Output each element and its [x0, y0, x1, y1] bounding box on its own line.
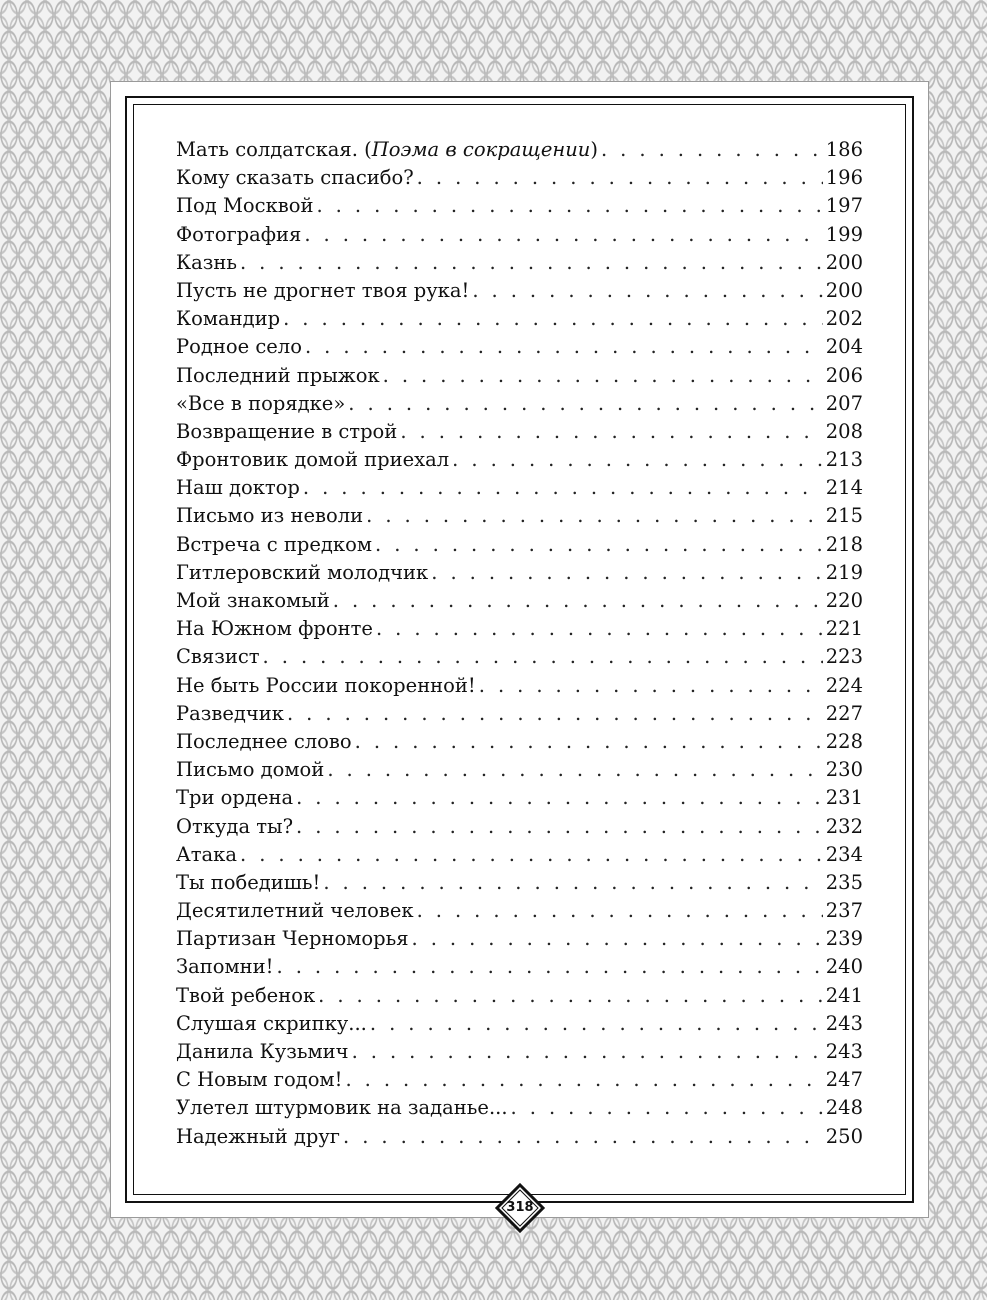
toc-entry-title-text: С Новым годом!: [176, 1068, 343, 1092]
toc-dot-leader: [472, 279, 822, 302]
toc-entry-title: [176, 1096, 508, 1119]
toc-entry: [176, 589, 863, 617]
toc-entry-title: [176, 138, 598, 161]
toc-entry-page: 230: [825, 758, 863, 782]
toc-entry-page: 200: [825, 278, 863, 302]
toc-entry: [176, 617, 863, 645]
toc-entry-title: [176, 307, 280, 330]
toc-entry-title-text: Гитлеровский молодчик: [176, 560, 429, 584]
toc-dot-leader: [296, 786, 823, 809]
toc-entry: [176, 758, 863, 786]
toc-entry-title: [176, 702, 284, 725]
toc-dot-leader: [304, 223, 822, 246]
toc-dot-leader: [263, 645, 823, 668]
toc-entry-title-text: Партизан Черноморья: [176, 927, 409, 951]
toc-entry-page: 197: [825, 194, 863, 218]
toc-entry: [176, 899, 863, 927]
toc-entry: [176, 674, 863, 702]
toc-entry: [176, 984, 863, 1012]
toc-entry-title-text: Возвращение в строй: [176, 419, 398, 443]
toc-dot-leader: [277, 955, 823, 978]
toc-entry-title-text: Последнее слово: [176, 729, 352, 753]
toc-dot-leader: [431, 561, 823, 584]
toc-entry-title-suffix: ): [590, 138, 598, 161]
table-of-contents: [176, 138, 863, 1153]
toc-entry-title: [176, 448, 449, 471]
toc-entry: [176, 1096, 863, 1124]
toc-entry-title-text: Письмо из неволи: [176, 504, 364, 528]
toc-entry-title: [176, 899, 414, 922]
toc-entry-title: [176, 364, 380, 387]
toc-entry-title-text: Откуда ты?: [176, 814, 294, 838]
toc-entry-title-text: Улетел штурмовик на заданье...: [176, 1096, 508, 1120]
toc-entry-title: [176, 223, 301, 246]
toc-entry: [176, 166, 863, 194]
toc-entry-page: 223: [825, 645, 863, 669]
toc-entry-page: 240: [825, 955, 863, 979]
toc-entry-title: [176, 392, 345, 415]
toc-entry-title-text: Наш доктор: [176, 476, 300, 500]
toc-entry-page: 218: [825, 532, 863, 556]
toc-entry-title-text: Фотография: [176, 222, 302, 246]
toc-entry-title-text: Мать солдатская. (: [176, 138, 372, 161]
toc-entry-page: 204: [825, 335, 863, 359]
page-number: 318: [506, 1200, 534, 1215]
toc-entry-title: [176, 1040, 349, 1063]
toc-entry-title-text: Встреча с предком: [176, 532, 373, 556]
toc-entry: [176, 223, 863, 251]
toc-entry-title-text: Слушая скрипку...: [176, 1011, 367, 1035]
toc-entry: [176, 786, 863, 814]
toc-dot-leader: [417, 899, 823, 922]
toc-dot-leader: [400, 420, 822, 443]
toc-entry-title-text: Кому сказать спасибо?: [176, 166, 414, 190]
toc-dot-leader: [370, 1012, 823, 1035]
toc-entry: [176, 1012, 863, 1040]
toc-entry-title: [176, 561, 428, 584]
toc-entry: [176, 504, 863, 532]
toc-entry-title-text: Под Москвой: [176, 194, 314, 218]
toc-entry-page: 248: [825, 1096, 863, 1120]
toc-entry-title-text: Связист: [176, 645, 260, 669]
toc-entry-title-text: Три ордена: [176, 786, 294, 810]
toc-entry-title-text: Казнь: [176, 250, 237, 274]
toc-entry-title-text: Командир: [176, 307, 281, 331]
toc-entry-title-text: Запомни!: [176, 955, 274, 979]
toc-entry: [176, 815, 863, 843]
toc-entry: [176, 955, 863, 983]
toc-entry-title: [176, 927, 409, 950]
toc-entry-page: 186: [825, 138, 863, 161]
toc-entry: [176, 335, 863, 363]
toc-dot-leader: [287, 702, 823, 725]
toc-entry-page: 247: [825, 1068, 863, 1092]
toc-entry-page: 214: [825, 476, 863, 500]
toc-entry-page: 200: [825, 250, 863, 274]
toc-entry: [176, 702, 863, 730]
toc-entry-page: 220: [825, 589, 863, 612]
toc-entry-title: [176, 674, 476, 697]
toc-dot-leader: [333, 589, 823, 612]
toc-dot-leader: [412, 927, 823, 950]
toc-entry-title-text: Пусть не дрогнет твоя рука!: [176, 278, 470, 302]
toc-entry: [176, 194, 863, 222]
toc-entry-title: [176, 1125, 340, 1148]
toc-entry-title: [176, 871, 320, 894]
toc-dot-leader: [343, 1125, 823, 1148]
toc-entry-title: [176, 1068, 342, 1091]
toc-dot-leader: [348, 392, 822, 415]
toc-dot-leader: [303, 476, 823, 499]
toc-entry-page: 208: [825, 419, 863, 443]
toc-entry-page: 202: [825, 307, 863, 331]
toc-dot-leader: [318, 984, 823, 1007]
toc-entry: [176, 533, 863, 561]
toc-entry-page: 224: [825, 673, 863, 697]
toc-entry: [176, 843, 863, 871]
toc-entry-title: [176, 504, 363, 527]
toc-entry-page: 228: [825, 729, 863, 753]
toc-entry-title: [176, 815, 293, 838]
toc-entry: [176, 476, 863, 504]
toc-entry: [176, 138, 863, 166]
toc-entry-page: 206: [825, 363, 863, 387]
toc-entry: [176, 392, 863, 420]
toc-entry: [176, 251, 863, 279]
toc-entry-page: 199: [825, 222, 863, 246]
toc-dot-leader: [452, 448, 823, 471]
toc-entry: [176, 307, 863, 335]
toc-entry-title: [176, 476, 300, 499]
toc-dot-leader: [327, 758, 822, 781]
toc-entry-title-text: Родное село: [176, 335, 302, 359]
toc-entry-title-text: Ты победишь!: [176, 870, 321, 894]
toc-dot-leader: [296, 815, 823, 838]
toc-entry-page: 207: [825, 391, 863, 415]
toc-entry-page: 227: [825, 701, 863, 725]
toc-entry-page: 239: [825, 927, 863, 951]
toc-entry-title-text: Разведчик: [176, 701, 284, 725]
toc-entry-page: 219: [825, 560, 863, 584]
toc-entry-title-text: Мой знакомый: [176, 589, 330, 612]
toc-entry-title: [176, 194, 313, 217]
toc-entry-page: 243: [825, 1011, 863, 1035]
toc-entry: [176, 730, 863, 758]
toc-entry-title-text: Надежный друг: [176, 1124, 341, 1148]
toc-entry: [176, 561, 863, 589]
toc-entry-title: [176, 166, 414, 189]
toc-entry-page: 232: [825, 814, 863, 838]
toc-entry: [176, 871, 863, 899]
toc-entry-title: [176, 617, 373, 640]
toc-entry-title-text: Десятилетний человек: [176, 899, 414, 923]
toc-entry-page: 241: [825, 983, 863, 1007]
toc-dot-leader: [305, 335, 823, 358]
toc-entry-page: 221: [825, 617, 863, 641]
toc-entry-title: [176, 843, 237, 866]
toc-entry-title: [176, 984, 315, 1007]
toc-entry-title: [176, 758, 324, 781]
toc-dot-leader: [383, 364, 823, 387]
toc-entry-title-text: Фронтовик домой приехал: [176, 448, 450, 472]
toc-dot-leader: [366, 504, 823, 527]
toc-entry-title-text: Данила Кузьмич: [176, 1040, 349, 1063]
toc-entry: [176, 279, 863, 307]
toc-dot-leader: [375, 533, 823, 556]
toc-dot-leader: [376, 617, 823, 640]
toc-entry-title-text: Последний прыжок: [176, 363, 380, 387]
toc-entry: [176, 448, 863, 476]
toc-entry-title-text: «Все в порядке»: [176, 391, 346, 415]
toc-entry-page: 237: [825, 899, 863, 923]
toc-entry-title: [176, 251, 237, 274]
toc-entry-title-text: Твой ребенок: [176, 983, 316, 1007]
toc-entry-page: 234: [825, 842, 863, 866]
toc-entry-title-text: На Южном фронте: [176, 617, 373, 641]
toc-dot-leader: [352, 1040, 823, 1063]
page-number-badge: [495, 1183, 545, 1233]
toc-entry-subtitle: Поэма в сокращении: [371, 138, 591, 161]
toc-entry: [176, 364, 863, 392]
toc-entry: [176, 1068, 863, 1096]
toc-dot-leader: [283, 307, 823, 330]
toc-entry-page: 250: [825, 1124, 863, 1148]
toc-entry-title: [176, 335, 302, 358]
toc-entry-page: 231: [825, 786, 863, 810]
toc-dot-leader: [316, 194, 822, 217]
toc-entry-title-text: Письмо домой: [176, 758, 325, 782]
toc-entry: [176, 1040, 863, 1068]
toc-entry-title: [176, 730, 352, 753]
toc-entry: [176, 1125, 863, 1153]
toc-entry-title: [176, 955, 274, 978]
toc-dot-leader: [479, 674, 823, 697]
toc-entry-title: [176, 786, 293, 809]
toc-dot-leader: [323, 871, 822, 894]
toc-dot-leader: [240, 251, 823, 274]
toc-entry-page: 213: [825, 448, 863, 472]
toc-entry-title: [176, 533, 372, 556]
toc-entry: [176, 420, 863, 448]
toc-dot-leader: [345, 1068, 822, 1091]
toc-entry-title: [176, 1012, 367, 1035]
toc-entry-page: 196: [825, 166, 863, 190]
toc-entry-page: 215: [825, 504, 863, 528]
toc-entry-title-text: Атака: [176, 842, 237, 866]
toc-entry-page: 243: [825, 1040, 863, 1063]
toc-entry-title: [176, 589, 330, 612]
toc-dot-leader: [511, 1096, 823, 1119]
toc-entry-page: 235: [825, 870, 863, 894]
toc-entry: [176, 927, 863, 955]
toc-entry-title-text: Не быть России покоренной!: [176, 673, 476, 697]
toc-entry-title: [176, 645, 260, 668]
toc-dot-leader: [601, 138, 823, 161]
toc-entry-title: [176, 420, 397, 443]
toc-dot-leader: [417, 166, 823, 189]
toc-dot-leader: [355, 730, 823, 753]
toc-dot-leader: [240, 843, 823, 866]
toc-entry: [176, 645, 863, 673]
toc-entry-title: [176, 279, 469, 302]
